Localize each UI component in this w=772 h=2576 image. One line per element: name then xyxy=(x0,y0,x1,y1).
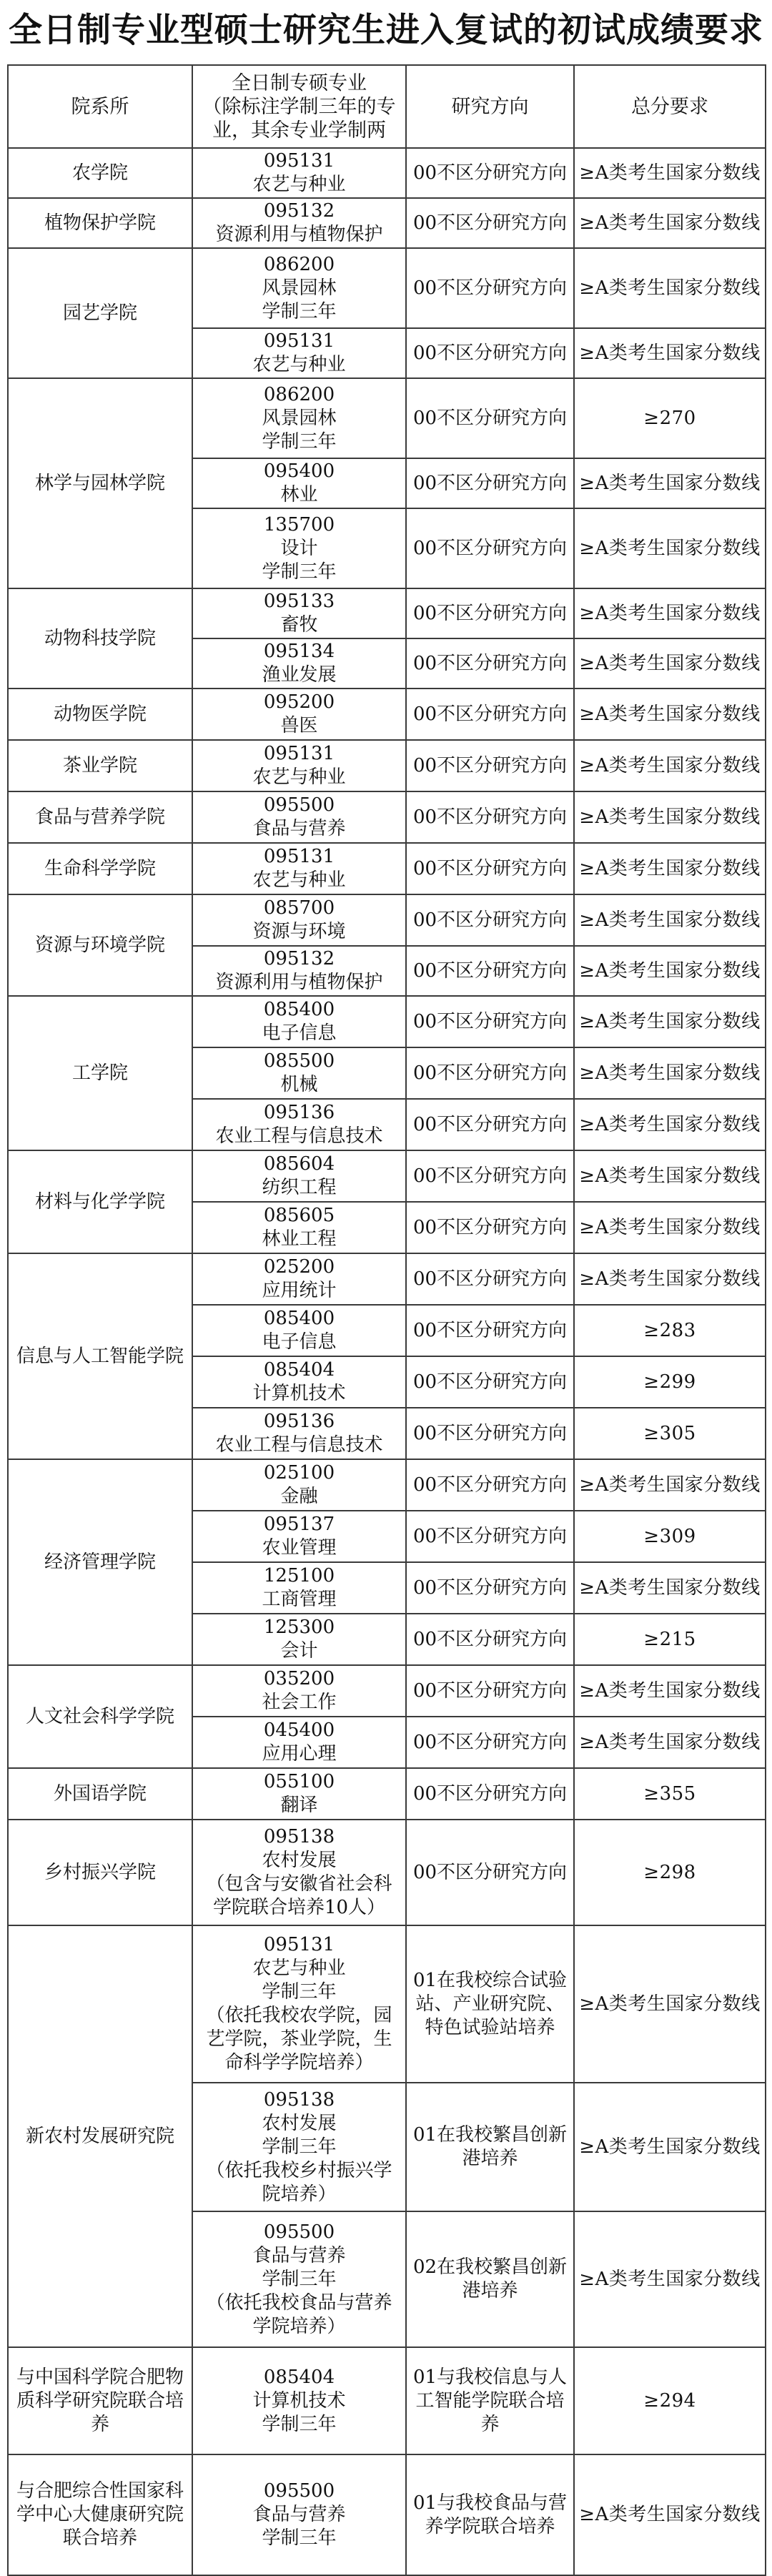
major-code: 086200 xyxy=(263,383,335,405)
direction-cell: 00不区分研究方向 xyxy=(406,588,574,638)
major-cell xyxy=(192,1614,406,1665)
score-cell: ≥299 xyxy=(574,1356,766,1408)
direction-cell: 00不区分研究方向 xyxy=(406,1614,574,1665)
major-code: 095132 xyxy=(263,200,335,222)
direction-cell: 00不区分研究方向 xyxy=(406,1099,574,1150)
score-cell: ≥A类考生国家分数线 xyxy=(574,458,766,508)
score-cell: ≥A类考生国家分数线 xyxy=(574,1253,766,1305)
score-cell: ≥A类考生国家分数线 xyxy=(574,791,766,843)
major-code: 085500 xyxy=(263,1050,335,1072)
direction-cell: 01在我校繁昌创新港培养 xyxy=(406,2083,574,2211)
major-cell xyxy=(192,248,406,328)
major-code: 025200 xyxy=(263,1256,335,1278)
direction-cell: 00不区分研究方向 xyxy=(406,1408,574,1459)
major-cell xyxy=(192,1665,406,1717)
direction-cell: 00不区分研究方向 xyxy=(406,248,574,328)
major-cell xyxy=(192,1459,406,1511)
score-cell: ≥A类考生国家分数线 xyxy=(574,1925,766,2083)
major-text: 农村发展 xyxy=(262,2112,337,2134)
direction-cell: 00不区分研究方向 xyxy=(406,458,574,508)
major-text: 兽医 xyxy=(280,715,318,736)
major-cell xyxy=(192,2347,406,2454)
major-cell xyxy=(192,2083,406,2211)
table-row xyxy=(8,1150,766,1202)
direction-cell: 00不区分研究方向 xyxy=(406,638,574,689)
table-row xyxy=(8,996,766,1047)
major-text: 食品与营养 xyxy=(252,2504,346,2525)
major-cell xyxy=(192,638,406,689)
direction-cell: 00不区分研究方向 xyxy=(406,1562,574,1614)
major-text: 学制三年 xyxy=(262,430,337,453)
major-code: 095131 xyxy=(263,846,335,867)
major-cell xyxy=(192,148,406,198)
major-text: 农业管理 xyxy=(262,1537,337,1559)
score-requirements-table xyxy=(7,64,766,2576)
major-code: 085700 xyxy=(263,897,335,919)
major-cell xyxy=(192,1047,406,1099)
major-text: 学制三年 xyxy=(262,2413,337,2435)
college-cell: 新农村发展研究院 xyxy=(8,1925,192,2347)
major-text: 农艺与种业 xyxy=(252,869,346,891)
major-text: 学制三年 xyxy=(262,1981,337,2003)
major-code: 085400 xyxy=(263,999,335,1020)
major-code: 125300 xyxy=(263,1617,335,1638)
direction-cell: 00不区分研究方向 xyxy=(406,843,574,894)
direction-cell: 00不区分研究方向 xyxy=(406,894,574,946)
major-code: 095131 xyxy=(263,330,335,352)
major-code: 085404 xyxy=(263,2366,335,2388)
table-row xyxy=(8,1925,766,2083)
major-cell xyxy=(192,508,406,588)
major-text: （依托我校农学院，园艺学院，茶业学院，生命科学学院培养） xyxy=(206,2005,392,2073)
major-text: 机械 xyxy=(280,1074,318,1095)
college-cell: 林学与园林学院 xyxy=(8,378,192,588)
score-cell: ≥A类考生国家分数线 xyxy=(574,689,766,740)
major-text: 应用心理 xyxy=(262,1743,337,1765)
major-code: 086200 xyxy=(263,253,335,275)
direction-cell: 00不区分研究方向 xyxy=(406,508,574,588)
major-text: 食品与营养 xyxy=(252,2244,346,2266)
header-direction: 研究方向 xyxy=(406,65,574,148)
college-cell: 与中国科学院合肥物质科学研究院联合培养 xyxy=(8,2347,192,2454)
major-text: 学制三年 xyxy=(262,561,337,583)
major-cell xyxy=(192,1356,406,1408)
major-cell xyxy=(192,378,406,458)
major-cell xyxy=(192,1253,406,1305)
table-row xyxy=(8,148,766,198)
major-text: 畜牧 xyxy=(280,614,318,636)
major-code: 095500 xyxy=(263,794,335,816)
major-code: 095134 xyxy=(263,641,335,662)
college-cell: 资源与环境学院 xyxy=(8,894,192,996)
college-cell: 农学院 xyxy=(8,148,192,198)
college-cell: 材料与化学学院 xyxy=(8,1150,192,1253)
major-cell xyxy=(192,843,406,894)
college-cell: 生命科学学院 xyxy=(8,843,192,894)
major-code: 125100 xyxy=(263,1565,335,1586)
direction-cell: 01与我校信息与人工智能学院联合培养 xyxy=(406,2347,574,2454)
major-text: 社会工作 xyxy=(262,1692,337,1713)
header-major-line: 全日制专硕专业 xyxy=(232,71,367,94)
table-row xyxy=(8,1820,766,1925)
major-cell xyxy=(192,894,406,946)
direction-cell: 00不区分研究方向 xyxy=(406,1768,574,1820)
major-text: （包含与安徽省社会科学院联合培养10人） xyxy=(206,1873,392,1918)
major-code: 095133 xyxy=(263,591,335,612)
direction-cell: 00不区分研究方向 xyxy=(406,1047,574,1099)
major-cell xyxy=(192,1099,406,1150)
table-row xyxy=(8,248,766,328)
major-code: 085605 xyxy=(263,1205,335,1226)
table-row xyxy=(8,894,766,946)
direction-cell: 00不区分研究方向 xyxy=(406,946,574,996)
direction-cell: 00不区分研究方向 xyxy=(406,1511,574,1562)
major-cell xyxy=(192,1717,406,1768)
major-cell xyxy=(192,1925,406,2083)
major-code: 095138 xyxy=(263,2088,335,2111)
major-text: 食品与营养 xyxy=(252,818,346,839)
major-code: 135700 xyxy=(263,513,335,536)
score-cell: ≥355 xyxy=(574,1768,766,1820)
major-text: 学制三年 xyxy=(262,300,337,322)
major-cell xyxy=(192,1768,406,1820)
score-cell: ≥298 xyxy=(574,1820,766,1925)
direction-cell: 00不区分研究方向 xyxy=(406,148,574,198)
score-cell: ≥A类考生国家分数线 xyxy=(574,2083,766,2211)
college-cell: 人文社会科学学院 xyxy=(8,1665,192,1768)
direction-cell: 01在我校综合试验站、产业研究院、特色试验站培养 xyxy=(406,1925,574,2083)
document-title: 全日制专业型硕士研究生进入复试的初试成绩要求 xyxy=(9,11,763,50)
direction-cell: 00不区分研究方向 xyxy=(406,1717,574,1768)
major-text: 农业工程与信息技术 xyxy=(215,1434,383,1456)
major-text: 电子信息 xyxy=(262,1022,337,1044)
major-text: 风景园林 xyxy=(262,407,337,429)
major-text: 计算机技术 xyxy=(252,2389,346,2412)
major-cell xyxy=(192,791,406,843)
table-row xyxy=(8,588,766,638)
college-cell: 外国语学院 xyxy=(8,1768,192,1820)
score-cell: ≥A类考生国家分数线 xyxy=(574,1099,766,1150)
header-major xyxy=(192,65,406,148)
major-text: 工商管理 xyxy=(262,1589,337,1610)
table-row xyxy=(8,740,766,791)
major-cell xyxy=(192,328,406,378)
major-text: 资源与环境 xyxy=(252,921,346,942)
direction-cell: 00不区分研究方向 xyxy=(406,1150,574,1202)
major-code: 095500 xyxy=(263,2480,335,2502)
score-cell: ≥A类考生国家分数线 xyxy=(574,588,766,638)
major-text: （依托我校食品与营养学院培养） xyxy=(206,2291,392,2337)
major-text: 林业工程 xyxy=(262,1228,337,1250)
major-text: 渔业发展 xyxy=(262,664,337,686)
major-cell xyxy=(192,1820,406,1925)
major-text: 设计 xyxy=(280,537,318,559)
major-cell xyxy=(192,1202,406,1253)
major-code: 095400 xyxy=(263,460,335,482)
score-cell: ≥A类考生国家分数线 xyxy=(574,1459,766,1511)
major-code: 095132 xyxy=(263,948,335,969)
score-cell: ≥A类考生国家分数线 xyxy=(574,328,766,378)
major-code: 095136 xyxy=(263,1411,335,1432)
college-cell: 植物保护学院 xyxy=(8,198,192,248)
major-text: 纺织工程 xyxy=(262,1177,337,1198)
direction-cell: 00不区分研究方向 xyxy=(406,996,574,1047)
score-cell: ≥A类考生国家分数线 xyxy=(574,1665,766,1717)
direction-cell: 00不区分研究方向 xyxy=(406,1459,574,1511)
table-row xyxy=(8,1459,766,1511)
major-cell xyxy=(192,946,406,996)
table-row xyxy=(8,1253,766,1305)
major-cell xyxy=(192,458,406,508)
direction-cell: 00不区分研究方向 xyxy=(406,1253,574,1305)
major-code: 085604 xyxy=(263,1153,335,1175)
major-text: 林业 xyxy=(280,484,318,505)
college-cell: 动物医学院 xyxy=(8,689,192,740)
college-cell: 工学院 xyxy=(8,996,192,1150)
major-cell xyxy=(192,1408,406,1459)
direction-cell: 00不区分研究方向 xyxy=(406,1356,574,1408)
college-cell: 动物科技学院 xyxy=(8,588,192,689)
table-row xyxy=(8,843,766,894)
header-college: 院系所 xyxy=(8,65,192,148)
table-row xyxy=(8,791,766,843)
header-major-line: 业，其余专业学制两 xyxy=(212,119,386,142)
major-cell xyxy=(192,689,406,740)
score-cell: ≥215 xyxy=(574,1614,766,1665)
major-cell xyxy=(192,1511,406,1562)
direction-cell: 00不区分研究方向 xyxy=(406,378,574,458)
score-cell: ≥A类考生国家分数线 xyxy=(574,843,766,894)
major-text: 农艺与种业 xyxy=(252,1958,346,1979)
major-cell xyxy=(192,2211,406,2347)
table-row xyxy=(8,1768,766,1820)
direction-cell: 00不区分研究方向 xyxy=(406,1665,574,1717)
table-row xyxy=(8,2347,766,2454)
direction-cell: 00不区分研究方向 xyxy=(406,328,574,378)
score-cell: ≥A类考生国家分数线 xyxy=(574,248,766,328)
major-text: 资源利用与植物保护 xyxy=(215,972,383,993)
direction-cell: 00不区分研究方向 xyxy=(406,1305,574,1356)
major-text: 金融 xyxy=(280,1486,318,1507)
major-text: 计算机技术 xyxy=(252,1383,346,1404)
college-cell: 信息与人工智能学院 xyxy=(8,1253,192,1459)
table-row xyxy=(8,378,766,458)
major-cell xyxy=(192,1305,406,1356)
direction-cell: 00不区分研究方向 xyxy=(406,791,574,843)
major-text: 学制三年 xyxy=(262,2268,337,2290)
major-code: 095200 xyxy=(263,691,335,713)
score-cell: ≥270 xyxy=(574,378,766,458)
major-code: 055100 xyxy=(263,1771,335,1792)
score-cell: ≥305 xyxy=(574,1408,766,1459)
header-major-line: （除标注学制三年的专 xyxy=(202,95,396,118)
major-text: 学制三年 xyxy=(262,2527,337,2549)
major-text: 农艺与种业 xyxy=(252,174,346,195)
score-cell: ≥309 xyxy=(574,1511,766,1562)
header-score: 总分要求 xyxy=(574,65,766,148)
major-text: 风景园林 xyxy=(262,277,337,299)
major-code: 095131 xyxy=(263,743,335,764)
score-cell: ≥294 xyxy=(574,2347,766,2454)
direction-cell: 00不区分研究方向 xyxy=(406,1202,574,1253)
major-code: 045400 xyxy=(263,1719,335,1741)
major-code: 095136 xyxy=(263,1102,335,1123)
major-cell xyxy=(192,588,406,638)
score-cell: ≥A类考生国家分数线 xyxy=(574,508,766,588)
table-row xyxy=(8,1665,766,1717)
major-code: 085404 xyxy=(263,1359,335,1381)
major-code: 095131 xyxy=(263,150,335,172)
major-code: 095500 xyxy=(263,2221,335,2243)
score-cell: ≥A类考生国家分数线 xyxy=(574,1047,766,1099)
table-row xyxy=(8,689,766,740)
direction-cell: 02在我校繁昌创新港培养 xyxy=(406,2211,574,2347)
major-text: 会计 xyxy=(280,1640,318,1662)
major-text: 学制三年 xyxy=(262,2136,337,2158)
score-cell: ≥A类考生国家分数线 xyxy=(574,1717,766,1768)
major-text: 翻译 xyxy=(280,1795,318,1816)
score-cell: ≥A类考生国家分数线 xyxy=(574,148,766,198)
college-cell: 乡村振兴学院 xyxy=(8,1820,192,1925)
major-cell xyxy=(192,1150,406,1202)
major-cell xyxy=(192,198,406,248)
score-cell: ≥A类考生国家分数线 xyxy=(574,996,766,1047)
score-cell: ≥A类考生国家分数线 xyxy=(574,2454,766,2575)
score-cell: ≥A类考生国家分数线 xyxy=(574,2211,766,2347)
score-cell: ≥A类考生国家分数线 xyxy=(574,198,766,248)
direction-cell: 00不区分研究方向 xyxy=(406,1820,574,1925)
direction-cell: 00不区分研究方向 xyxy=(406,689,574,740)
score-cell: ≥283 xyxy=(574,1305,766,1356)
direction-cell: 01与我校食品与营养学院联合培养 xyxy=(406,2454,574,2575)
table-header-row xyxy=(8,65,766,148)
college-cell: 茶业学院 xyxy=(8,740,192,791)
major-cell xyxy=(192,996,406,1047)
score-cell: ≥A类考生国家分数线 xyxy=(574,638,766,689)
score-cell: ≥A类考生国家分数线 xyxy=(574,946,766,996)
score-cell: ≥A类考生国家分数线 xyxy=(574,894,766,946)
major-text: 资源利用与植物保护 xyxy=(215,224,383,245)
major-text: 农艺与种业 xyxy=(252,766,346,788)
major-code: 095137 xyxy=(263,1514,335,1535)
table-body xyxy=(8,148,766,2575)
score-cell: ≥A类考生国家分数线 xyxy=(574,1202,766,1253)
major-text: 农村发展 xyxy=(262,1850,337,1871)
direction-cell: 00不区分研究方向 xyxy=(406,740,574,791)
major-code: 035200 xyxy=(263,1668,335,1689)
score-cell: ≥A类考生国家分数线 xyxy=(574,1562,766,1614)
direction-cell: 00不区分研究方向 xyxy=(406,198,574,248)
major-code: 025100 xyxy=(263,1462,335,1484)
major-text: 电子信息 xyxy=(262,1331,337,1353)
college-cell: 园艺学院 xyxy=(8,248,192,378)
major-code: 095138 xyxy=(263,1826,335,1847)
major-code: 095131 xyxy=(263,1934,335,1955)
college-cell: 经济管理学院 xyxy=(8,1459,192,1665)
major-cell xyxy=(192,740,406,791)
college-cell: 食品与营养学院 xyxy=(8,791,192,843)
major-cell xyxy=(192,1562,406,1614)
major-text: 农业工程与信息技术 xyxy=(215,1125,383,1147)
score-cell: ≥A类考生国家分数线 xyxy=(574,1150,766,1202)
major-code: 085400 xyxy=(263,1308,335,1329)
major-text: 农艺与种业 xyxy=(252,354,346,375)
major-text: （依托我校乡村振兴学院培养） xyxy=(206,2159,392,2205)
major-text: 应用统计 xyxy=(262,1280,337,1301)
score-cell: ≥A类考生国家分数线 xyxy=(574,740,766,791)
table-row xyxy=(8,198,766,248)
college-cell: 与合肥综合性国家科学中心大健康研究院联合培养 xyxy=(8,2454,192,2575)
